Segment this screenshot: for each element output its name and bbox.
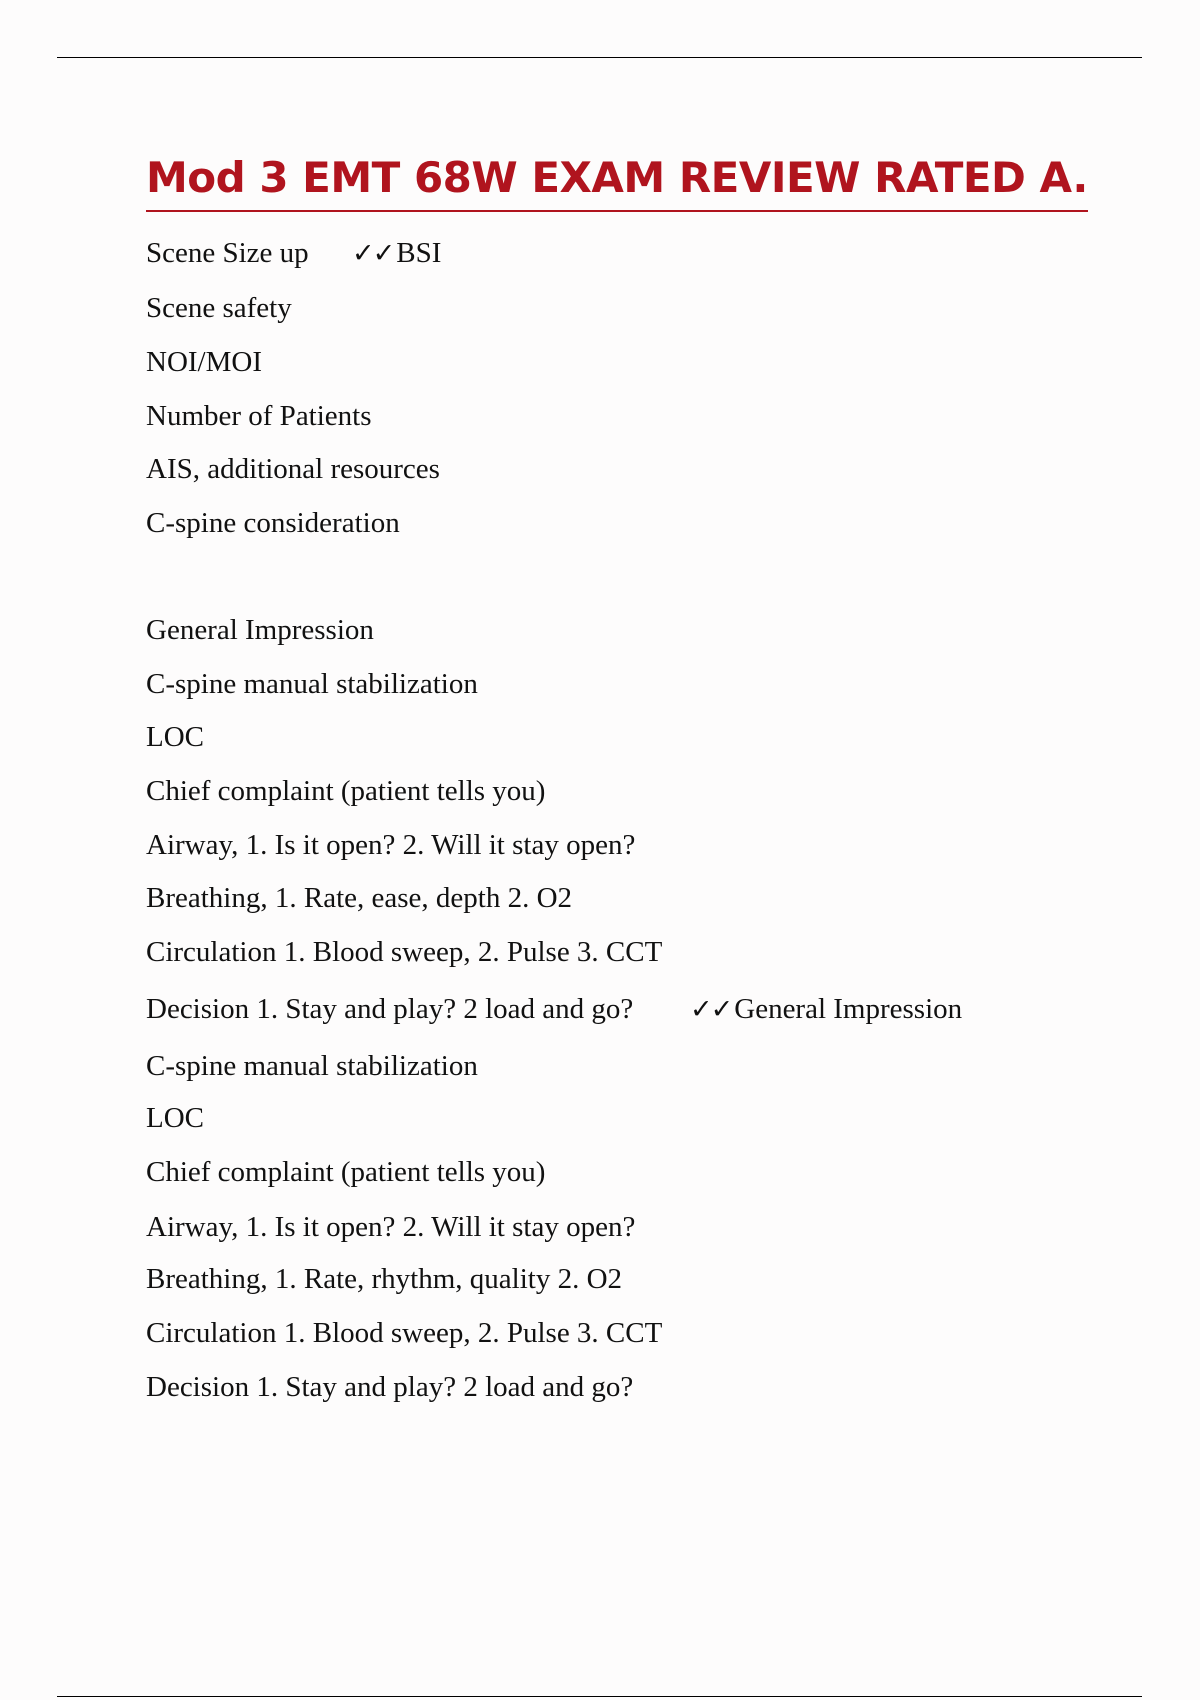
document-title: Mod 3 EMT 68W EXAM REVIEW RATED A. [146,146,1088,212]
text-line: Chief complaint (patient tells you) [146,775,546,807]
text-line: Airway, 1. Is it open? 2. Will it stay open? [146,1211,636,1243]
double-check-icon: ✓✓ [352,238,394,269]
text-line: Airway, 1. Is it open? 2. Will it stay open? [146,829,636,861]
text-line: C-spine manual stabilization [146,668,478,700]
text-line: LOC [146,1102,204,1134]
text-line: Chief complaint (patient tells you) [146,1156,546,1188]
text-line: Decision 1. Stay and play? 2 load and go? [146,1371,634,1403]
text-line: Circulation 1. Blood sweep, 2. Pulse 3. CCT [146,1317,663,1349]
text-line: NOI/MOI [146,346,262,378]
text-line: Breathing, 1. Rate, rhythm, quality 2. O2 [146,1263,623,1295]
answer-text: General Impression [734,993,963,1025]
text-line: C-spine consideration [146,507,400,539]
answer-bsi [352,235,441,272]
text-line: LOC [146,721,204,753]
text-line: Number of Patients [146,400,372,432]
text-line: Decision 1. Stay and play? 2 load and go? [146,993,634,1025]
double-check-icon: ✓✓ [690,994,732,1025]
text-line: C-spine manual stabilization [146,1050,478,1082]
answer-text: BSI [396,237,442,269]
text-line: Scene safety [146,292,292,324]
answer-general-impression [690,991,962,1028]
top-rule [57,57,1142,58]
text-line: Breathing, 1. Rate, ease, depth 2. O2 [146,882,573,914]
text-line: General Impression [146,614,374,646]
text-line: Circulation 1. Blood sweep, 2. Pulse 3. CCT [146,936,663,968]
text-line: AIS, additional resources [146,453,440,485]
text-line: Scene Size up [146,237,309,269]
bottom-rule [57,1696,1142,1697]
